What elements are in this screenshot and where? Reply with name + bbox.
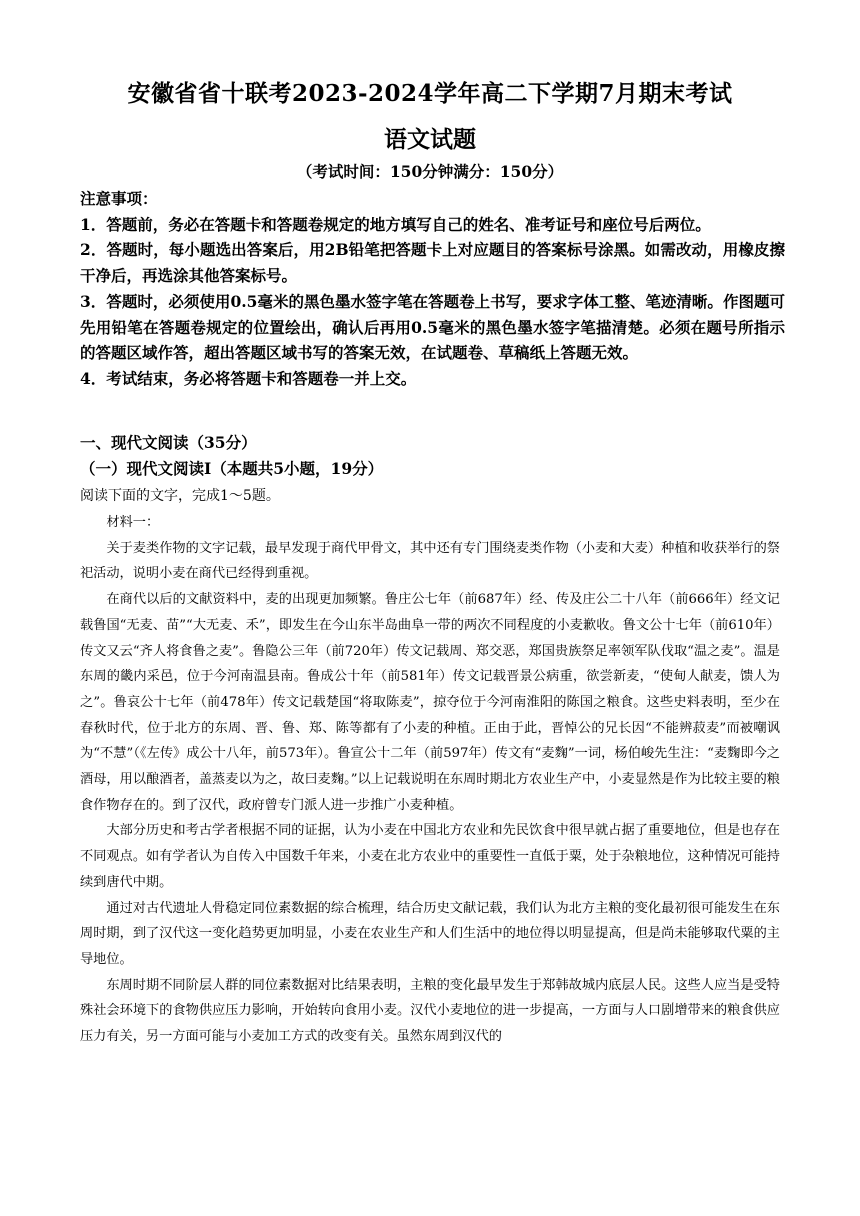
material-paragraph: 通过对古代遗址人骨稳定同位素数据的综合梳理，结合历史文献记载，我们认为北方主粮的变化最初很可能发生在东周时期，到了汉代这一变化趋势更加明显，小麦在农业生产和人们生活中的地位得以明显提高，但是尚未能够取代粟的主导地位。 bbox=[80, 900, 780, 967]
material-label: 材料一： bbox=[106, 515, 160, 530]
section-subheading: （一）现代文阅读Ⅰ（本题共5小题，19分） bbox=[80, 459, 384, 478]
note-item: 3．答题时，必须使用0.5毫米的黑色墨水签字笔在答题卷上书写，要求字体工整、笔迹清晰。作图题可先用铅笔在答题卷规定的位置绘出，确认后再用0.5毫米的黑色墨水签字笔描清楚。必须在题号所指示的答题区域作答，超出答题区域书写的答案无效，在试题卷、草稿纸上答题无效。 bbox=[80, 291, 785, 363]
exam-subtitle: 语文试题 bbox=[384, 126, 476, 153]
material-paragraph: 关于麦类作物的文字记载，最早发现于商代甲骨文，其中还有专门围绕麦类作物（小麦和大麦）种植和收获举行的祭祀活动，说明小麦在商代已经得到重视。 bbox=[80, 540, 780, 582]
material-paragraph: 在商代以后的文献资料中，麦的出现更加频繁。鲁庄公七年（前687年）经、传及庄公二十八年（前666年）经文记载鲁国“无麦、苗”“大无麦、禾”，即发生在今山东半岛曲阜一带的两次不同程度的小麦歉收。鲁文公十七年（前610年）传文又云“齐人将食鲁之麦”。鲁隐公三年（前720年）传文记载周、郑交恶，郑国贵族祭足率领军队伐取“温之麦”。温是东周的畿内采邑，位于今河南温县南。鲁成公十年（前581年）传文记载晋景公病重，欲尝新麦，“使甸人献麦，馈人为之”。鲁哀公十七年（前478年）传文记载楚国“将取陈麦”，掠夺位于今河南淮阳的陈国之粮食。这些史料表明，至少在春秋时代，位于北方的东周、晋、鲁、郑、陈等都有了小麦的种植。正由于此，晋悼公的兄长因“不能辨菽麦”而被嘲讽为“不慧”（《左传》成公十八年，前573年）。鲁宣公十二年（前597年）传文有“麦麴”一词，杨伯峻先生注：“麦麴即今之酒母，用以酿酒者，盖蒸麦以为之，故曰麦麴。”以上记载说明在东周时期北方农业生产中，小麦显然是作为比较主要的粮食作物存在的。到了汉代，政府曾专门派人进一步推广小麦种植。 bbox=[80, 592, 780, 813]
material-paragraph: 大部分历史和考古学者根据不同的证据，认为小麦在中国北方农业和先民饮食中很早就占据了重要地位，但是也存在不同观点。如有学者认为自传入中国数千年来，小麦在北方农业中的重要性一直低于粟，处于杂粮地位，这种情况可能持续到唐代中期。 bbox=[80, 823, 780, 890]
section-heading: 一、现代文阅读（35分） bbox=[80, 433, 257, 452]
note-item: 2．答题时，每小题选出答案后，用2B铅笔把答题卡上对应题目的答案标号涂黑。如需改动，用橡皮擦干净后，再选涂其他答案标号。 bbox=[80, 240, 785, 286]
exam-title: 安徽省省十联考2023-2024学年高二下学期7月期末考试 bbox=[127, 80, 733, 107]
notes-block bbox=[80, 186, 785, 392]
reading-instruction: 阅读下面的文字，完成1～5题。 bbox=[80, 488, 280, 504]
exam-info: （考试时间：150分钟满分：150分） bbox=[296, 162, 564, 181]
notes-heading: 注意事项： bbox=[80, 189, 158, 208]
note-item: 1．答题前，务必在答题卡和答题卷规定的地方填写自己的姓名、准考证号和座位号后两位。 bbox=[80, 214, 711, 234]
material-paragraph: 东周时期不同阶层人群的同位素数据对比结果表明，主粮的变化最早发生于郑韩故城内底层人民。这些人应当是受特殊社会环境下的食物供应压力影响，开始转向食用小麦。汉代小麦地位的进一步提高，一方面与人口剧增带来的粮食供应压力有关，另一方面可能与小麦加工方式的改变有关。虽然东周到汉代的 bbox=[80, 977, 780, 1045]
material-text bbox=[80, 510, 780, 1050]
note-item: 4．考试结束，务必将答题卡和答题卷一并上交。 bbox=[80, 368, 417, 388]
